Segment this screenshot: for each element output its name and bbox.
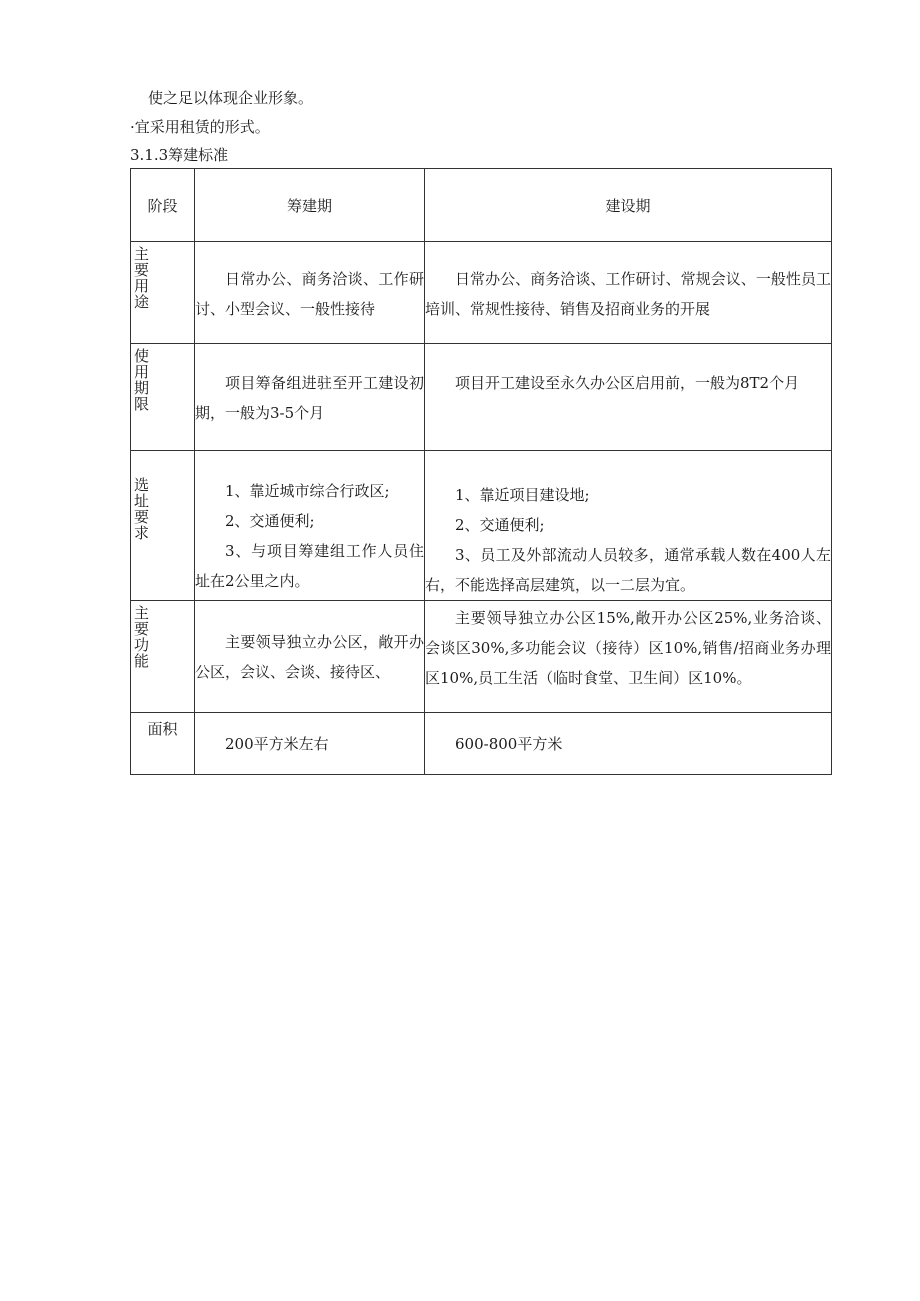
row-label-text: 面积: [147, 720, 178, 738]
prep-text: 项目筹备组进驻至开工建设初期，一般为3-5个月: [195, 374, 424, 422]
table-row: [131, 713, 832, 775]
intro-line-1: 使之足以体现企业形象。: [148, 89, 314, 107]
prep-item: 1、靠近城市综合行政区;: [225, 482, 390, 500]
row-label: [131, 242, 195, 344]
build-item: 2、交通便利;: [455, 516, 545, 534]
prep-cell: [195, 713, 425, 775]
row-label-text: 主 要 用 途: [134, 245, 150, 311]
intro-line-2: ·宜采用租赁的形式。: [130, 118, 270, 136]
row-label-text: 主 要 功 能: [134, 604, 150, 670]
header-stage: 阶段: [131, 169, 195, 242]
build-text: 日常办公、商务洽谈、工作研讨、常规会议、一般性员工培训、常规性接待、销售及招商业务的开展: [425, 270, 831, 318]
section-title: 3.1.3筹建标准: [130, 146, 229, 164]
prep-cell: [195, 601, 425, 713]
build-cell: [425, 601, 832, 713]
table-header-row: [131, 169, 832, 242]
row-label-text: 使 用 期 限: [134, 347, 150, 413]
standards-table: [130, 168, 832, 775]
build-item: 1、靠近项目建设地;: [455, 486, 590, 504]
build-text: 600-800平方米: [455, 735, 563, 753]
row-label: [131, 451, 195, 601]
prep-item: 2、交通便利;: [225, 512, 315, 530]
build-cell: [425, 713, 832, 775]
prep-item: 3、与项目筹建组工作人员住址在2公里之内。: [195, 542, 424, 590]
header-prep-period: 筹建期: [195, 169, 425, 242]
build-text: 主要领导独立办公区15%,敞开办公区25%,业务洽谈、会谈区30%,多功能会议（接待）区10%,销售/招商业务办理区10%,员工生活（临时食堂、卫生间）区10%。: [425, 609, 831, 687]
table-row: [131, 344, 832, 451]
row-label: [131, 601, 195, 713]
build-item: 3、员工及外部流动人员较多，通常承载人数在400人左右，不能选择高层建筑，以一二层为宜。: [425, 546, 831, 594]
header-build-period: 建设期: [425, 169, 832, 242]
table-row: [131, 242, 832, 344]
prep-text: 主要领导独立办公区，敞开办公区，会议、会谈、接待区、: [195, 633, 424, 681]
prep-cell: [195, 451, 425, 601]
table-row: [131, 601, 832, 713]
prep-cell: [195, 344, 425, 451]
build-text: 项目开工建设至永久办公区启用前，一般为8T2个月: [455, 374, 800, 392]
row-label-text: 选 址 要 求: [134, 476, 150, 542]
build-cell: [425, 451, 832, 601]
prep-text: 200平方米左右: [225, 735, 329, 753]
build-cell: [425, 344, 832, 451]
prep-text: 日常办公、商务洽谈、工作研讨、小型会议、一般性接待: [195, 270, 424, 318]
table-row: [131, 451, 832, 601]
build-cell: [425, 242, 832, 344]
prep-cell: [195, 242, 425, 344]
row-label: [131, 344, 195, 451]
row-label: [131, 713, 195, 775]
